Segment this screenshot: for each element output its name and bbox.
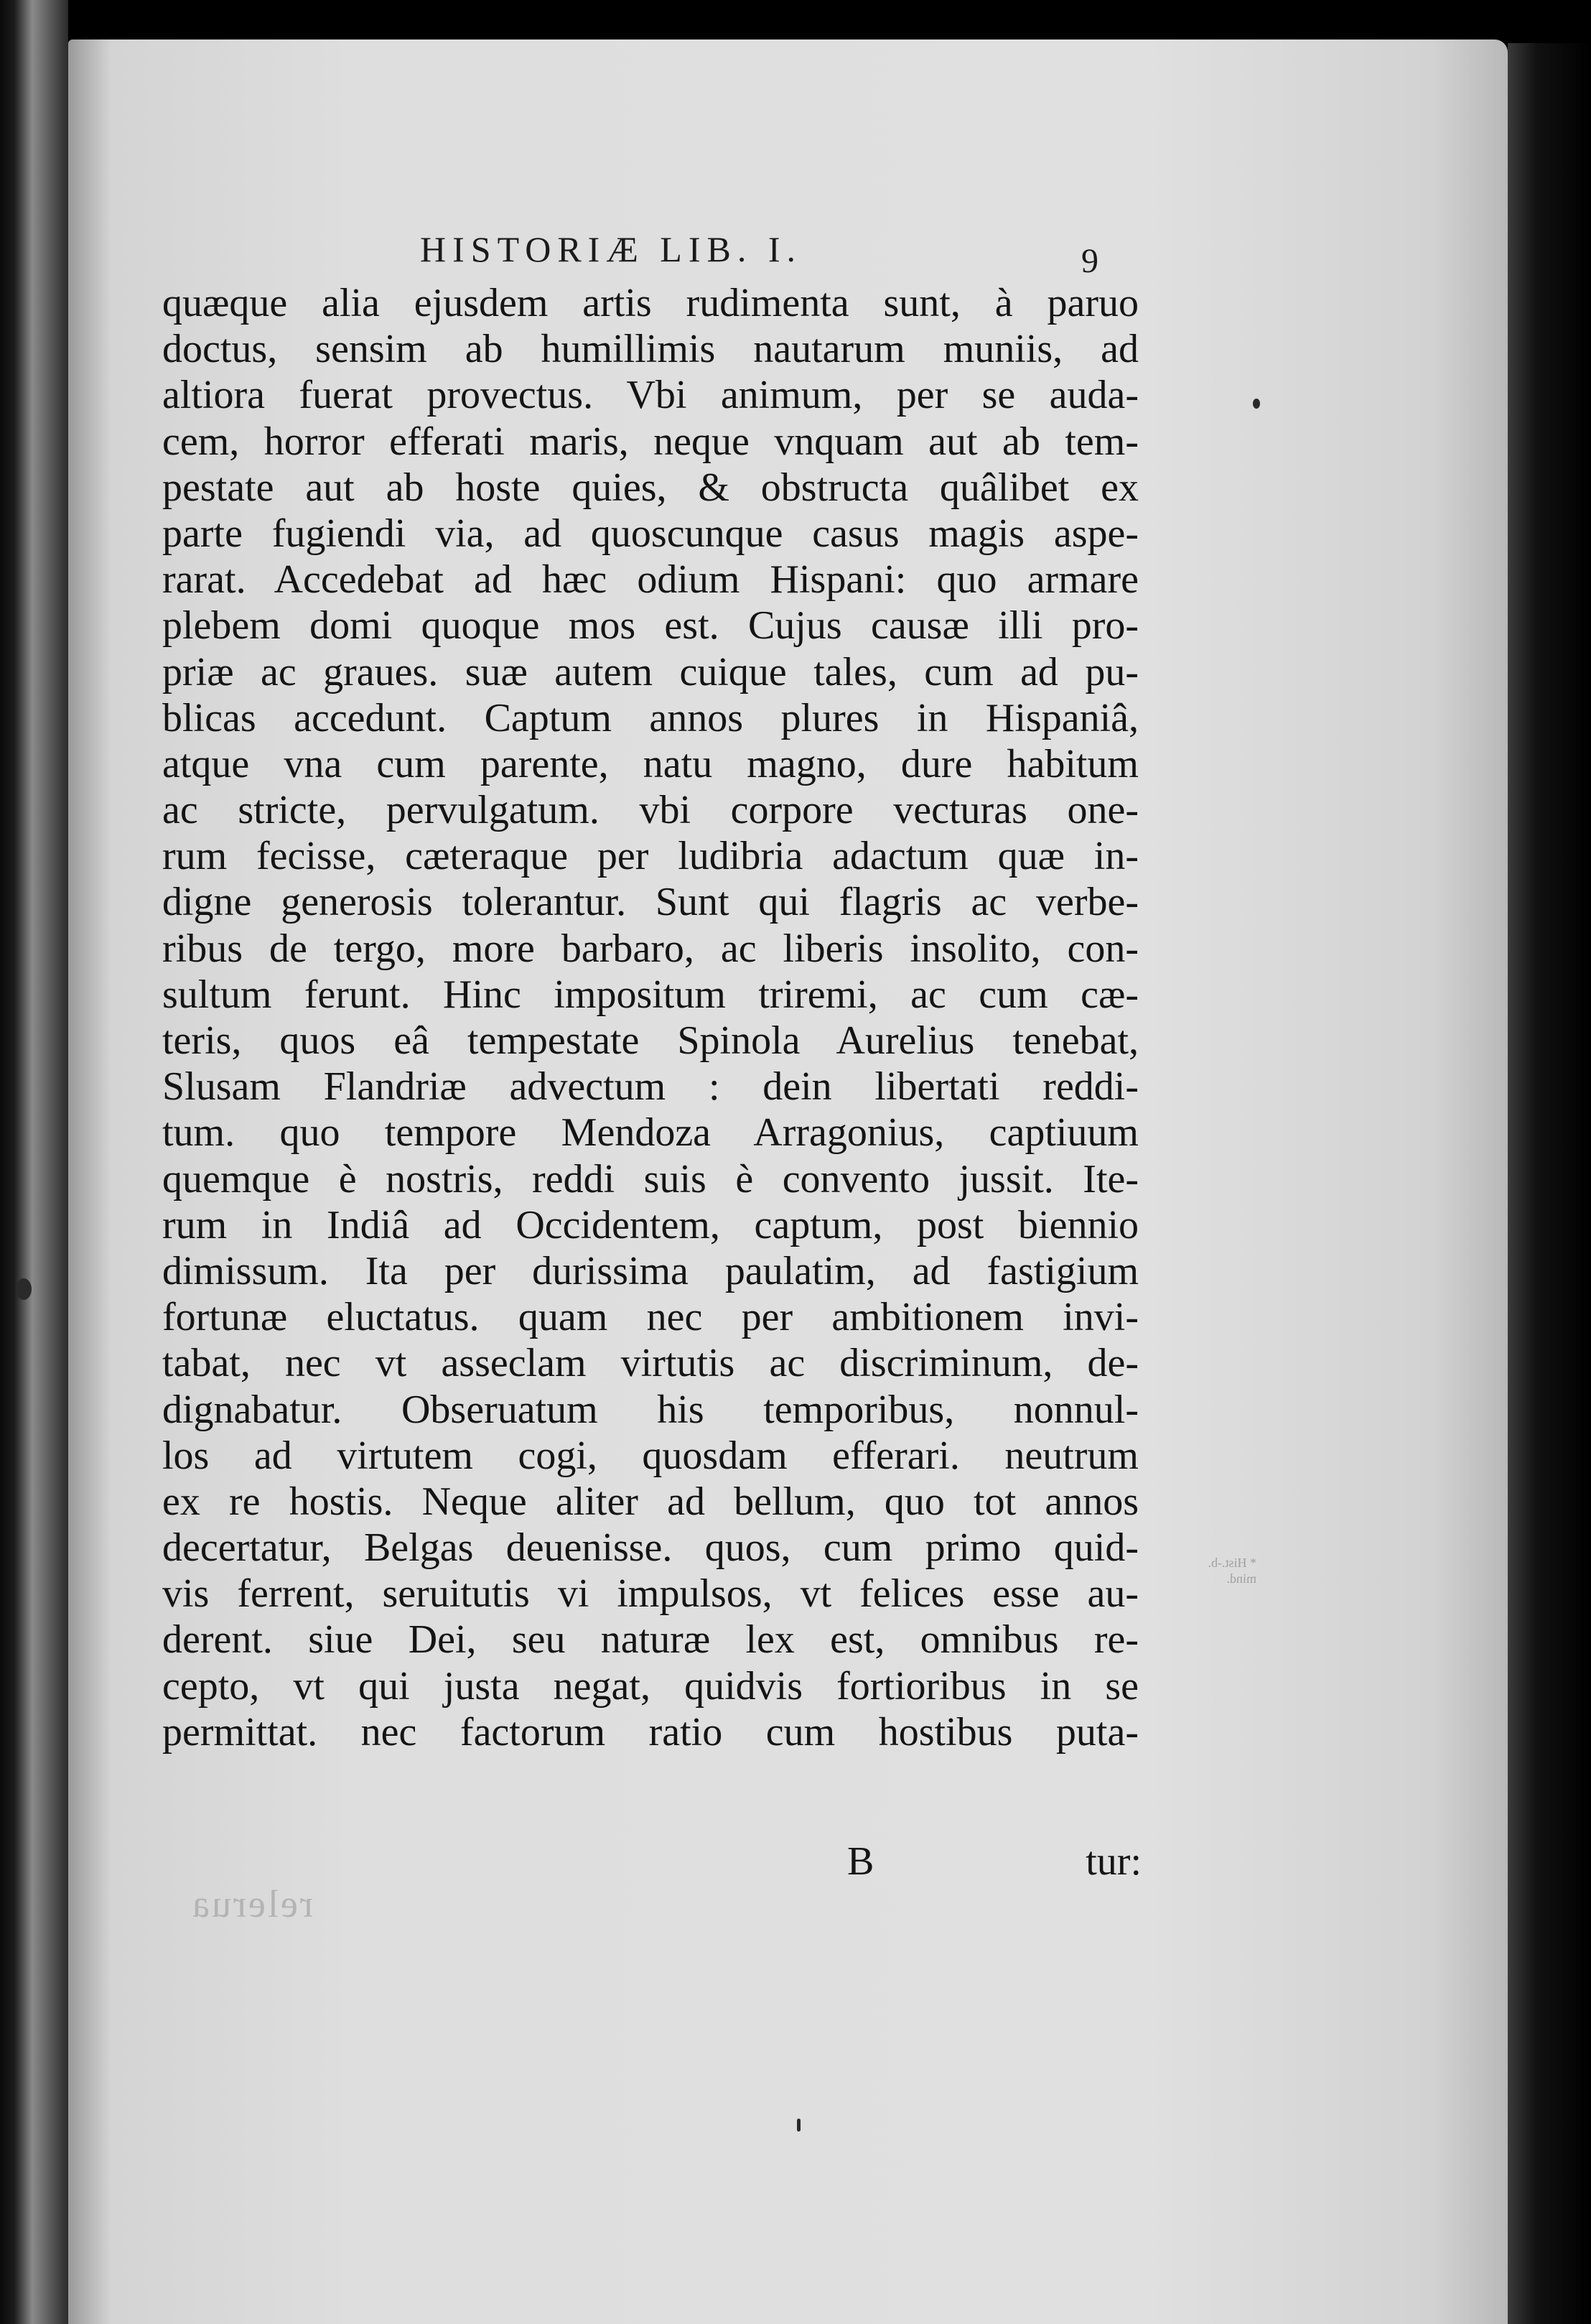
text-line: Slusam Flandriæ advectum : dein libertati reddi-	[162, 1064, 1139, 1110]
page-footer	[847, 1839, 1142, 1889]
text-line: parte fugiendi via, ad quoscunque casus magis aspe-	[162, 511, 1139, 556]
text-line: digne generosis tolerantur. Sunt qui flagris ac verbe-	[162, 880, 1139, 925]
text-line: dimissum. Ita per durissima paulatim, ad fastigium	[162, 1248, 1139, 1293]
text-line: altiora fuerat provectus. Vbi animum, per se auda-	[162, 373, 1139, 418]
page-header	[0, 228, 1591, 279]
text-line: ribus de tergo, more barbaro, ac liberis insolito, con-	[162, 926, 1139, 971]
text-line: derent. siue Dei, seu naturæ lex est, omnibus re-	[162, 1617, 1139, 1663]
running-title: HISTORIÆ LIB. I.	[420, 229, 802, 269]
text-line: doctus, sensim ab humillimis nautarum muniis, ad	[162, 327, 1139, 372]
text-line: cepto, vt qui justa negat, quidvis fortioribus in se	[162, 1663, 1139, 1709]
text-line: vis ferrent, seruitutis vi impulsos, vt felices esse au-	[162, 1571, 1139, 1617]
text-line: quæque alia ejusdem artis rudimenta sunt, à paruo	[162, 281, 1139, 325]
text-line: priæ ac graues. suæ autem cuique tales, cum ad pu-	[162, 649, 1139, 694]
text-line: atque vna cum parente, natu magno, dure habitum	[162, 741, 1139, 786]
text-line: plebem domi quoque mos est. Cujus causæ illi pro-	[162, 603, 1139, 649]
text-line: rarat. Accedebat ad hæc odium Hispani: quo armare	[162, 557, 1139, 603]
text-line: fortunæ eluctatus. quam nec per ambitionem invi-	[162, 1295, 1139, 1340]
catchword: tur:	[1086, 1839, 1142, 1884]
text-line: pestate aut ab hoste quies, & obstructa quâlibet ex	[162, 465, 1139, 510]
page-edge-shadow	[1508, 43, 1591, 2324]
text-line: decertatur, Belgas deuenisse. quos, cum primo quid-	[162, 1525, 1139, 1571]
text-line: rum in Indiâ ad Occidentem, captum, post biennio	[162, 1202, 1139, 1247]
text-line: blicas accedunt. Captum annos plures in Hispaniâ,	[162, 695, 1139, 740]
show-through-margin-note: * Hist.-b. mind.	[1208, 1556, 1256, 1586]
text-line: tabat, nec vt asseclam virtutis ac discriminum, de-	[162, 1341, 1139, 1386]
text-line: dignabatur. Obseruatum his temporibus, nonnul-	[162, 1387, 1139, 1432]
body-text	[162, 280, 1139, 1755]
text-line: los ad virtutem cogi, quosdam efferari. neutrum	[162, 1433, 1139, 1478]
ink-speck	[797, 2119, 801, 2132]
signature-mark: B	[847, 1839, 874, 1884]
binding-mark	[16, 1278, 32, 1300]
show-through-text: relerua	[190, 1882, 313, 1925]
text-line: rum fecisse, cæteraque per ludibria adactum quæ in-	[162, 834, 1139, 879]
text-line: permittat. nec factorum ratio cum hostibus puta-	[162, 1709, 1139, 1754]
text-line: cem, horror efferati maris, neque vnquam aut ab tem-	[162, 419, 1139, 464]
text-line: sultum ferunt. Hinc impositum triremi, ac cum cæ-	[162, 972, 1139, 1017]
text-line: quemque è nostris, reddi suis è convento jussit. Ite-	[162, 1156, 1139, 1201]
text-line: ex re hostis. Neque aliter ad bellum, quo tot annos	[162, 1479, 1139, 1524]
text-line: teris, quos eâ tempestate Spinola Aurelius tenebat,	[162, 1018, 1139, 1063]
text-line: ac stricte, pervulgatum. vbi corpore vecturas one-	[162, 788, 1139, 833]
text-line: tum. quo tempore Mendoza Arragonius, captiuum	[162, 1110, 1139, 1156]
ink-speck	[1253, 399, 1260, 409]
book-binding	[0, 0, 68, 2324]
page-number: 9	[1081, 242, 1098, 280]
